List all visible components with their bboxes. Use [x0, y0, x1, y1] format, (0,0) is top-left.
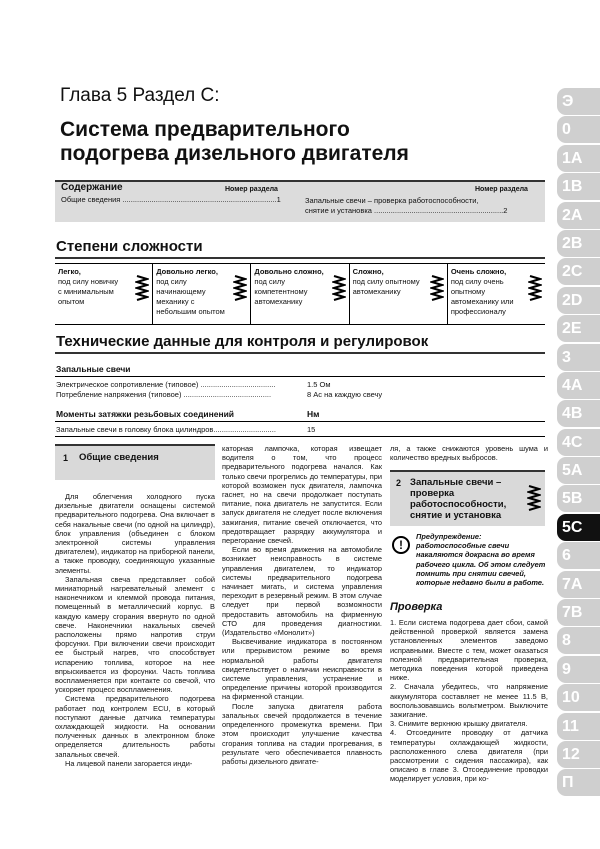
chapter-tab-4b[interactable]: 4B [557, 400, 600, 427]
paragraph: 2. Сначала убедитесь, что напряжение аккумулятора составляет не менее 11.5 В, воспользовавшись вольтметром. Выключите зажигание. [390, 682, 548, 720]
section-2-number: 2 [396, 478, 402, 488]
chapter-tab-8[interactable]: 8 [557, 627, 600, 654]
page-title [60, 118, 540, 166]
chapter-tab-10[interactable]: 10 [557, 684, 600, 711]
paragraph: 4. Отсоедините проводку от датчика температуры охлаждающей жидкости, расположенного слева двигателя (при рассмотрении с сидения пассажира), как описано в главе 3. Отсоединение проводки моделирует условия, при ко- [390, 728, 548, 784]
difficulty-heading: Степени сложности [56, 238, 203, 255]
title-line-1: Система предварительного [60, 118, 350, 141]
chapter-tab-2e[interactable]: 2E [557, 315, 600, 342]
difficulty-level-4 [350, 264, 448, 324]
chapter-tab-2c[interactable]: 2C [557, 258, 600, 285]
chapter-tab-0[interactable]: 0 [557, 116, 600, 143]
column-3-text [390, 618, 548, 784]
tech-rule [55, 352, 545, 354]
chapter-tabs [557, 88, 600, 798]
section-1-title: Общие сведения [79, 452, 159, 463]
difficulty-level-2-desc: под силу начинающему механику с небольшим опытом [156, 277, 225, 316]
chapter-tab-3[interactable]: 3 [557, 344, 600, 371]
paragraph: На лицевой панели загорается инди- [65, 758, 193, 768]
section-1-number: 1 [63, 453, 69, 463]
paragraph: Если во время движения на автомобиле возникает неисправность в системе управления двигателем, то индикатор системы предварительного подогрева начинает мигать, и система управления переходит в резервный режим. В этом случае следует при первой возможности предоставить автомобиль на фирменную СТО для проведения диагностики. (Издательство «Монолит») [222, 545, 382, 638]
difficulty-table [55, 263, 545, 325]
difficulty-level-5 [448, 264, 545, 324]
tech-heading: Технические данные для контроля и регулировок [56, 333, 429, 350]
spring-icon [135, 274, 149, 302]
paragraph: 3. Снимите верхнюю крышку двигателя. [390, 719, 528, 729]
chapter-tab-1b[interactable]: 1B [557, 173, 600, 200]
difficulty-level-5-desc: под силу очень опытному автомеханику или профессионалу [450, 277, 514, 316]
chapter-tab-7a[interactable]: 7A [557, 571, 600, 598]
difficulty-level-3 [251, 264, 349, 324]
difficulty-level-3-name: Довольно сложно, [254, 267, 324, 276]
paragraph: Система предварительного подогрева работает под контролем ECU, в который поступают данные датчика температуры охлаждающей жидкости. На основании полученных данных в электронном блоке определяется длительность работы запальных свечей. [55, 694, 215, 759]
chapter-tab-7b[interactable]: 7B [557, 599, 600, 626]
spring-icon [332, 274, 346, 302]
contents-title: Содержание [61, 182, 123, 193]
paragraph: 1. Если система подогрева дает сбои, самой действенной проверкой является замена установленных элементов заведомо исправными. Вместе с тем, может оказаться полезной предварительная проверка, методика поведения которой приведена ниже. [390, 618, 548, 683]
chapter-tab-9[interactable]: 9 [557, 656, 600, 683]
toc-col-head-right: Номер раздела [475, 186, 528, 193]
chapter-tab-2d[interactable]: 2D [557, 287, 600, 314]
paragraph: Запальная свеча представляет собой миниатюрный нагревательный элемент с наконечником и клеммой провода питания, помещенный в металлический корпус. В каждую камеру сгорания ввернуто по одной свече. Наконечники накальных свечей расположены прямо напротив струи форсунки. При включении свечи происходит ее быстрый нагрев, что способствует испарению топлива, которое на нее впрыскивается из форсунки. Часть топлива воспламеняется при контакте со свечой, что ускоряет процесс воспламенения. [55, 574, 215, 695]
chapter-tab-4c[interactable]: 4C [557, 429, 600, 456]
warning-icon: ! [392, 536, 410, 554]
difficulty-level-2-name: Довольно легко, [156, 267, 218, 276]
column-3-top-text: ля, а также снижаются уровень шума и количество вредных выбросов. [390, 444, 548, 463]
chapter-label: Глава 5 Раздел C: [60, 85, 220, 106]
difficulty-level-3-desc: под силу компетентному автомеханику [254, 277, 308, 306]
spec-row-consumption-label: Потребление напряжения (типовое) .......................................... [56, 390, 272, 399]
difficulty-rule [55, 257, 545, 259]
toc-item-2-line-2: снятие и установка ..............................................................2 [305, 206, 508, 215]
chapter-tab-4a[interactable]: 4A [557, 372, 600, 399]
difficulty-level-1-desc: под силу новичку с минимальным опытом [58, 277, 119, 306]
title-line-2: подогрева дизельного двигателя [60, 142, 409, 165]
spec-row-resistance-value: 1.5 Ом [307, 380, 331, 389]
spec-plugs-heading: Запальные свечи [56, 364, 131, 374]
chapter-tab-п[interactable]: П [557, 769, 600, 796]
difficulty-level-1-name: Легко, [58, 267, 81, 276]
difficulty-level-2 [153, 264, 251, 324]
spec-line [55, 376, 545, 377]
paragraph: каторная лампочка, которая извещает водителя о том, что процесс предварительного подогрева начался. Как только свечи прогрелись до температуры, при которой возможен пуск двигателя, лампочка гаснет, но на свечи продолжает поступать питание, пока двигатель не запустится. Если запуск двигателя не следует после включения зажигания, питание свечей отключается, что предотвращает разрядку аккумулятора и перегорание свечей. [222, 444, 382, 546]
chapter-tab-э[interactable]: Э [557, 88, 600, 115]
chapter-tab-11[interactable]: 11 [557, 713, 600, 740]
section-2-header [390, 470, 545, 526]
chapter-tab-6[interactable]: 6 [557, 542, 600, 569]
section-1-header [55, 444, 215, 480]
toc-col-head-left: Номер раздела [225, 186, 278, 193]
spring-icon [233, 274, 247, 302]
difficulty-level-5-name: Очень сложно, [450, 267, 507, 276]
spec-torque-unit: Нм [307, 409, 320, 419]
spec-row-torque-value: 15 [307, 425, 316, 434]
chapter-tab-5a[interactable]: 5A [557, 457, 600, 484]
difficulty-level-4-desc: под силу опытному автомеханику [352, 277, 420, 296]
spec-line [55, 436, 545, 437]
difficulty-level-4-name: Сложно, [352, 267, 384, 276]
column-2-text [222, 444, 382, 766]
difficulty-level-1 [55, 264, 153, 324]
spec-row-consumption-value: 8 Ас на каждую свечу [307, 390, 383, 399]
spring-icon [527, 484, 541, 512]
chapter-tab-2a[interactable]: 2A [557, 202, 600, 229]
toc-item-2-line-1: Запальные свечи – проверка работоспособности, [305, 196, 479, 205]
check-heading: Проверка [390, 601, 443, 613]
toc-item-1: Общие сведения ..........................................................................1 [61, 195, 281, 204]
warning-text: Предупреждение: работоспособные свечи накаляются докрасна во время рабочего цикла. Об этом следует помнить при снятии свечей, которые недавно были в работе. [416, 532, 546, 588]
chapter-tab-5c[interactable]: 5C [557, 514, 600, 541]
chapter-tab-5b[interactable]: 5B [557, 485, 600, 512]
spec-row-torque-label: Запальные свечи в головку блока цилиндров.............................. [56, 425, 276, 434]
spec-row-resistance-label: Электрическое сопротивление (типовое) .................................... [56, 380, 276, 389]
chapter-tab-1a[interactable]: 1A [557, 145, 600, 172]
paragraph: Для облегчения холодного пуска дизельные двигатели оснащены системой предварительного подогрева. Она включает в себя накальные свечи (по одной на цилиндр), блок управления (объединен с блоком электронной системы управления двигателем), индикатор на приборной панели, а также проводку, соединяющую указанные элементы. [55, 492, 215, 575]
section-2-title: Запальные свечи – проверка работоспособности, снятие и установка [410, 477, 507, 521]
paragraph: После запуска двигателя работа запальных свечей продолжается в течение определенного промежутка времени. При этом происходит улучшение качества сгорания топлива на стадии прогревания, в результате чего обеспечивается плавность работы дизельного двигате- [222, 701, 382, 766]
spring-icon [430, 274, 444, 302]
spec-line [55, 421, 545, 422]
spec-torque-heading: Моменты затяжки резьбовых соединений [56, 409, 235, 419]
paragraph: Высвечивание индикатора в постоянном или прерывистом режиме во время нормальной работы двигателя свидетельствует о наличии неисправности в системе управления, устранение и определение причины которой производится на фирменной станции. [222, 637, 382, 702]
chapter-tab-12[interactable]: 12 [557, 741, 600, 768]
column-1-text [55, 492, 215, 768]
contents-box [55, 180, 545, 222]
spring-icon [528, 274, 542, 302]
chapter-tab-2b[interactable]: 2B [557, 230, 600, 257]
